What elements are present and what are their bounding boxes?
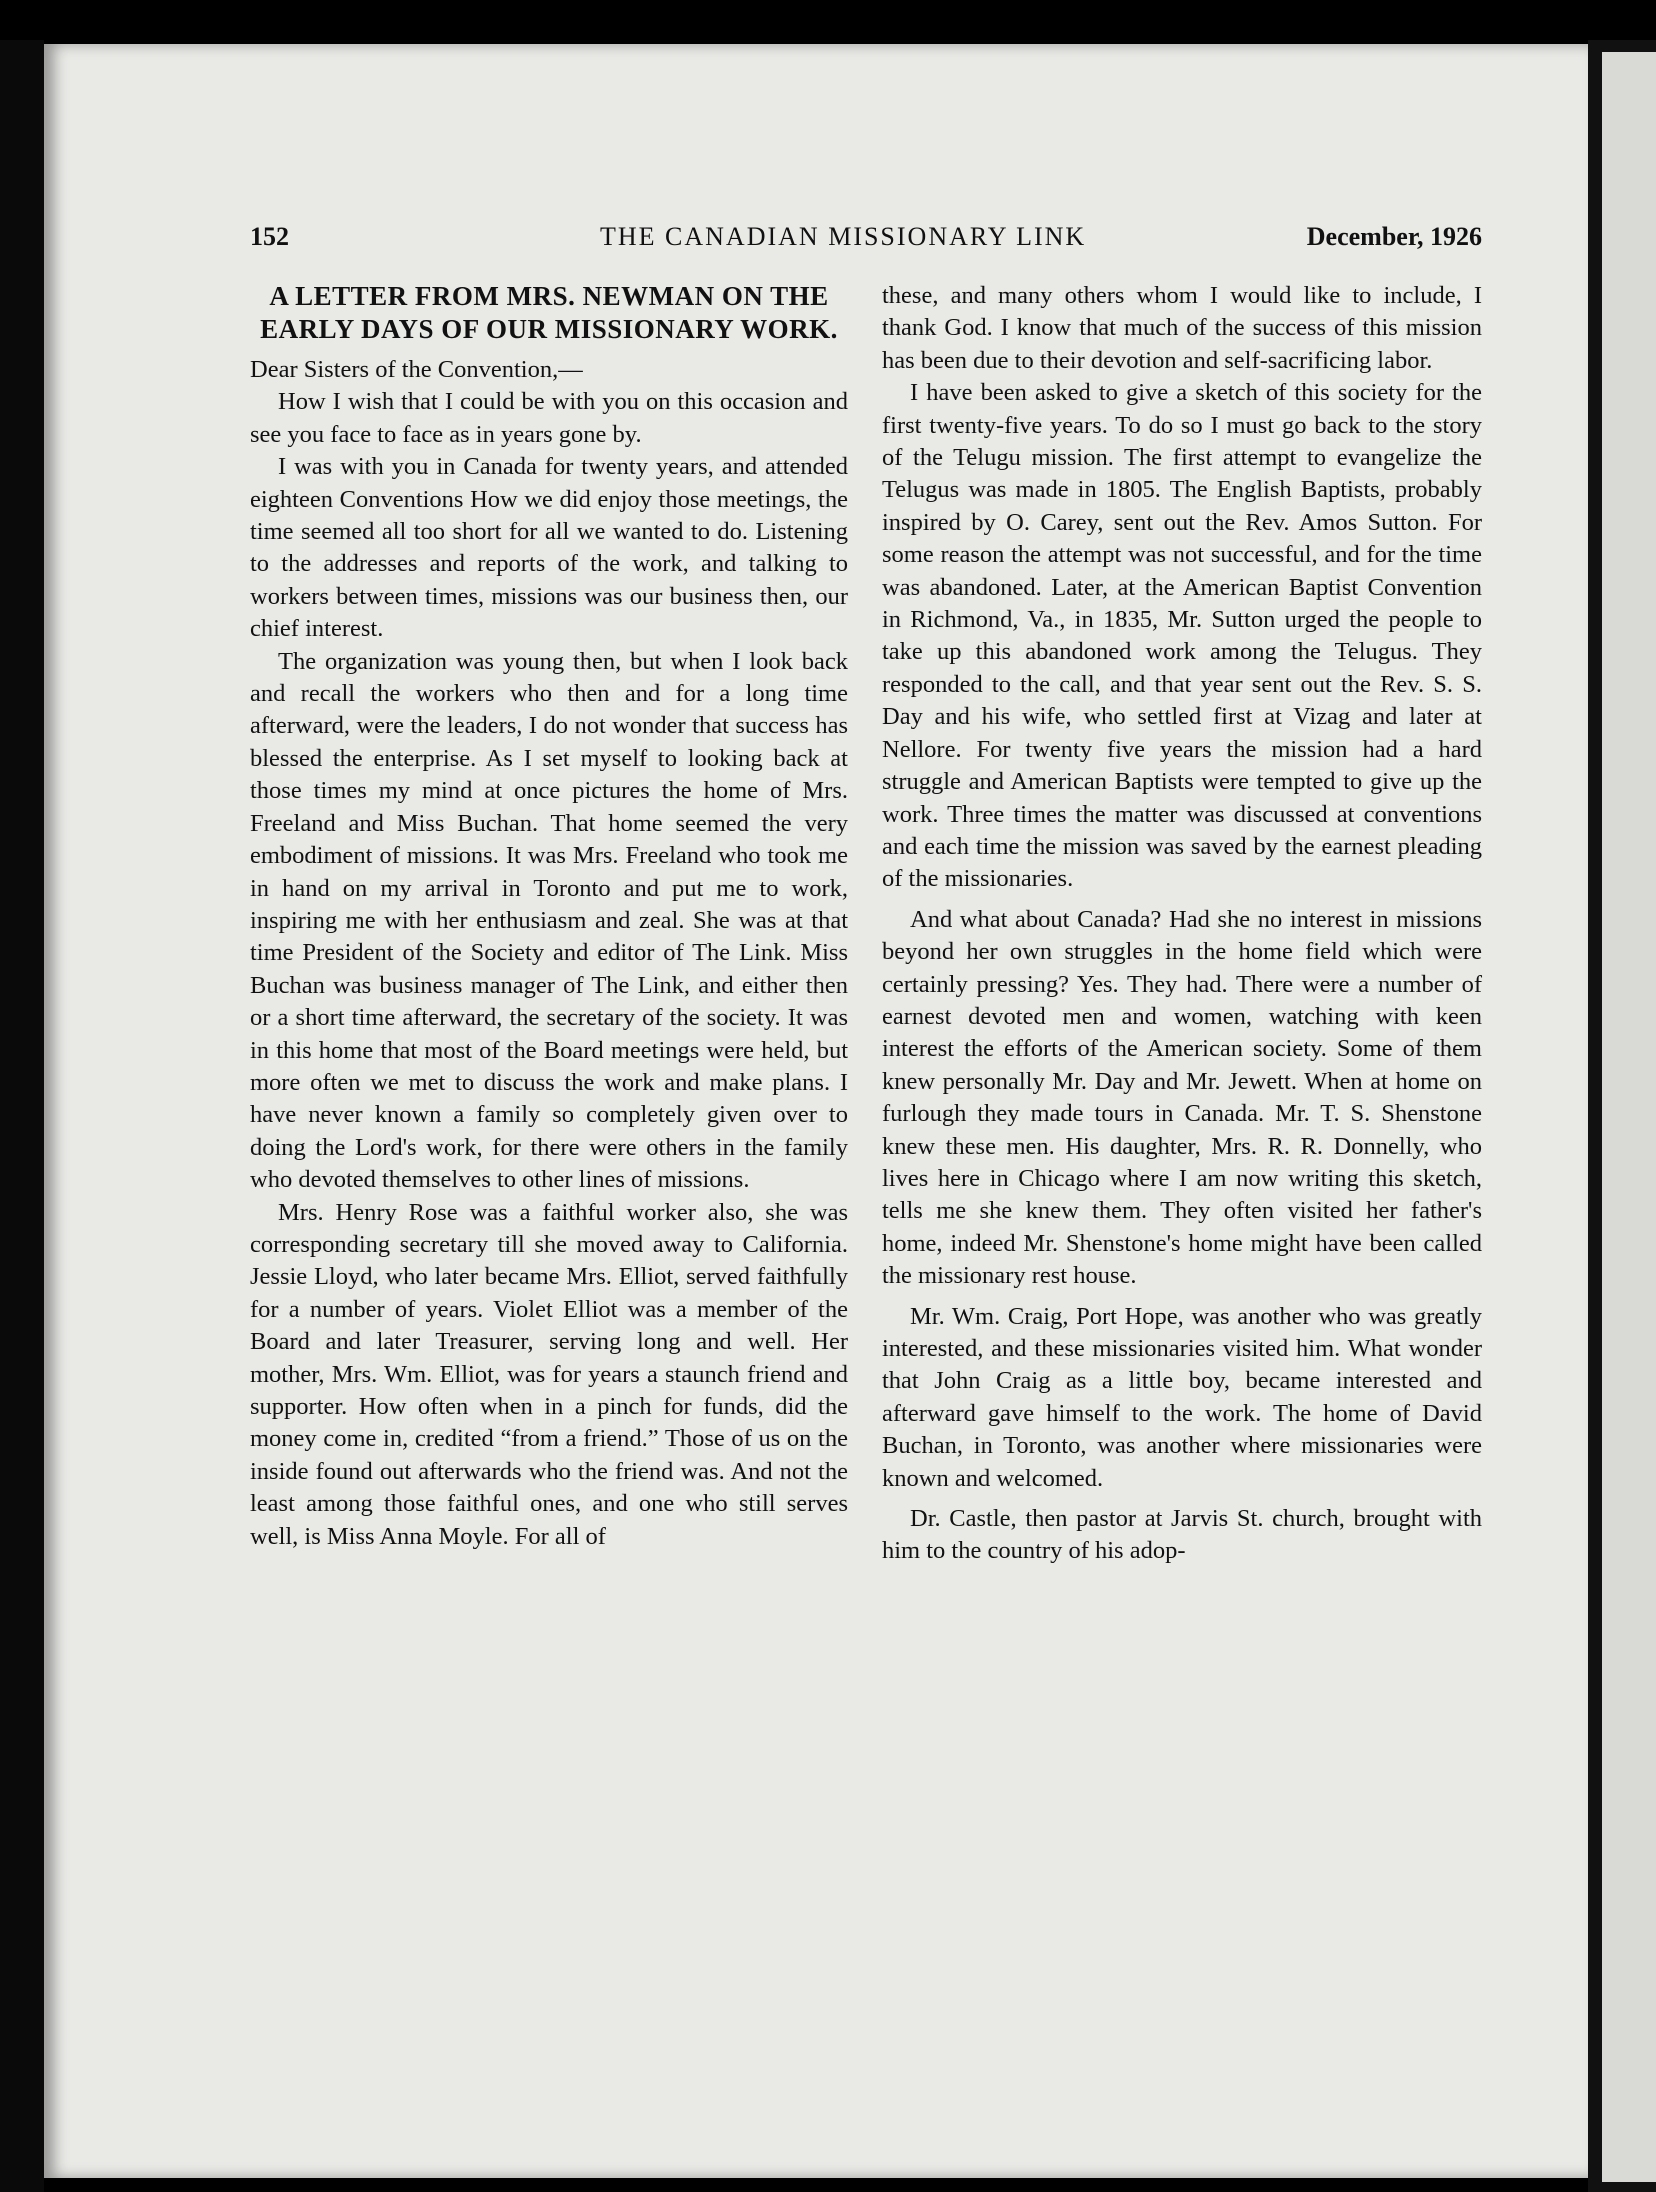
- paragraph: Dr. Castle, then pastor at Jarvis St. church, brought with him to the country of his adop-: [882, 1505, 1482, 1565]
- salutation: Dear Sisters of the Convention,—: [250, 356, 583, 383]
- paragraph-continuation: these, and many others whom I would like to include, I thank God. I know that much of the success of this mission has been due to their devotion and self-sacrificing labor.: [882, 282, 1482, 374]
- scan-top-border: [0, 0, 1656, 40]
- paragraph: Mrs. Henry Rose was a faithful worker also, she was corresponding secretary till she moved away to California. Jessie Lloyd, who later became Mrs. Elliot, served faithfully for a number of years. Violet Elliot was a member of the Board and later Treasurer, serving long and well. Her mother, Mrs. Wm. Elliot, was for years a staunch friend and supporter. How often when in a pinch for funds, did the money come in, credited “from a friend.” Those of us on the inside found out afterwards who the friend was. And not the least among those faithful ones, and one who still serves well, is Miss Anna Moyle. For all of: [250, 1198, 848, 1550]
- paragraph: How I wish that I could be with you on this occasion and see you face to face as in years gone by.: [250, 388, 848, 448]
- paragraph: Mr. Wm. Craig, Port Hope, was another who was greatly interested, and these missionaries visited him. What wonder that John Craig as a little boy, became interested and afterward gave himself to the work. The home of David Buchan, in Toronto, was another where missionaries were known and welcomed.: [882, 1302, 1482, 1492]
- adjacent-page-edge: [1602, 52, 1656, 2182]
- running-header: [250, 218, 1482, 264]
- journal-title: THE CANADIAN MISSIONARY LINK: [600, 222, 1087, 251]
- page-number: 152: [250, 222, 289, 251]
- paragraph: And what about Canada? Had she no interest in missions beyond her own struggles in the home field which were certainly pressing? Yes. They had. There were a number of earnest devoted men and women, watching with keen interest the efforts of the American society. Some of them knew personally Mr. Day and Mr. Jewett. When at home on furlough they made tours in Canada. Mr. T. S. Shenstone knew these men. His daughter, Mrs. R. R. Donnelly, who lives here in Chicago where I am now writing this sketch, tells me she knew them. They often visited her father's home, indeed Mr. Shenstone's home might have been called the missionary rest house.: [882, 905, 1482, 1290]
- left-column: [250, 280, 848, 1553]
- article-title: A LETTER FROM MRS. NEWMAN ON THE EARLY DAYS OF OUR MISSIONARY WORK.: [260, 281, 838, 344]
- issue-date: December, 1926: [1306, 222, 1482, 251]
- scan-left-border: [0, 40, 44, 2192]
- right-column: [882, 280, 1482, 1568]
- paragraph: The organization was young then, but when I look back and recall the workers who then and for a long time afterward, were the leaders, I do not wonder that success has blessed the enterprise. As I set myself to looking back at those times my mind at once pictures the home of Mrs. Freeland and Miss Buchan. That home seemed the very embodiment of missions. It was Mrs. Freeland who took me in hand on my arrival in Toronto and put me to work, inspiring me with her enthusiasm and zeal. She was at that time President of the Society and editor of The Link. Miss Buchan was business manager of The Link, and either then or a short time afterward, the secretary of the society. It was in this home that most of the Board meetings were held, but more often we met to discuss the work and make plans. I have never known a family so completely given over to doing the Lord's work, for there were others in the family who devoted themselves to other lines of missions.: [250, 647, 848, 1194]
- paragraph: I have been asked to give a sketch of this society for the first twenty-five years. To do so I must go back to the story of the Telugu mission. The first attempt to evangelize the Telugus was made in 1805. The English Baptists, probably inspired by O. Carey, sent out the Rev. Amos Sutton. For some reason the attempt was not successful, and for the time was abandoned. Later, at the American Baptist Convention in Richmond, Va., in 1835, Mr. Sutton urged the people to take up this abandoned work among the Telugus. They responded to the call, and that year sent out the Rev. S. S. Day and his wife, who settled first at Vizag and later at Nellore. For twenty five years the mission had a hard struggle and American Baptists were tempted to give up the work. Three times the matter was discussed at conventions and each time the mission was saved by the earnest pleading of the missionaries.: [882, 379, 1482, 893]
- paragraph: I was with you in Canada for twenty years, and attended eighteen Conventions How we did enjoy those meetings, the time seemed all too short for all we wanted to do. Listening to the addresses and reports of the work, and talking to workers between times, missions was our business then, our chief interest.: [250, 453, 848, 643]
